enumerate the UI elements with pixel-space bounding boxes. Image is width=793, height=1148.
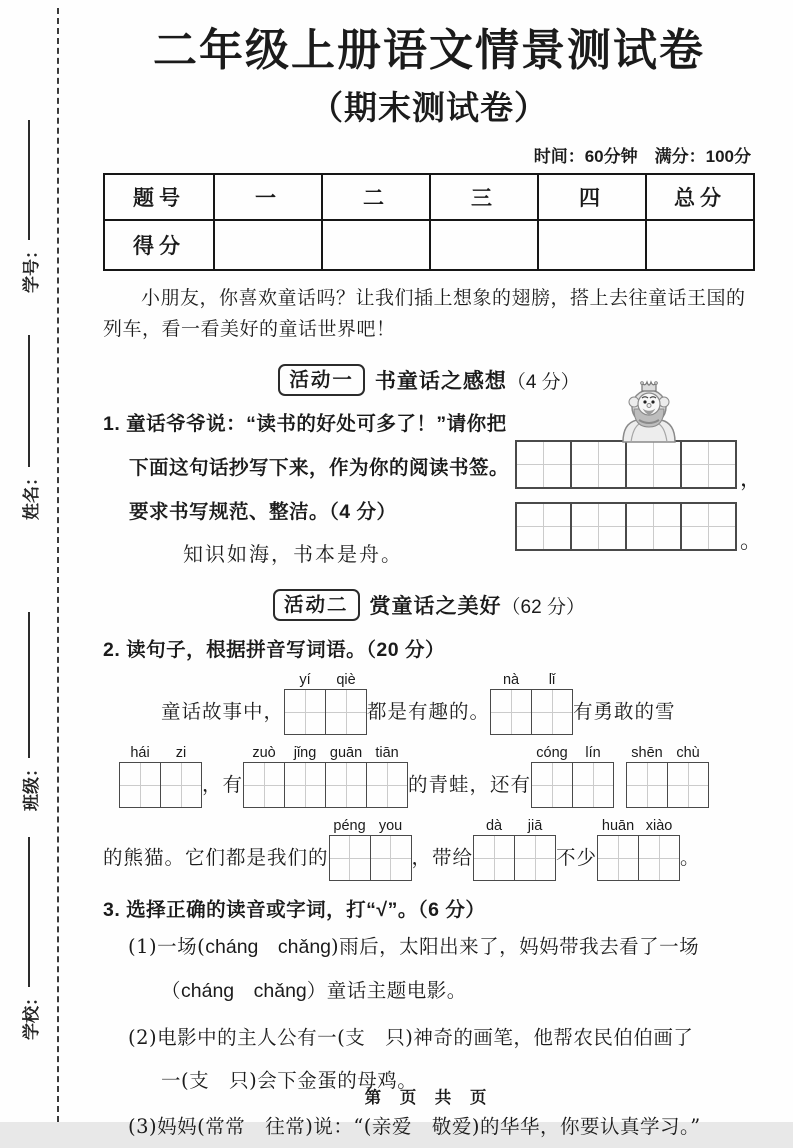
writing-cell[interactable] <box>638 836 679 880</box>
activity1-badge: 活动一 <box>278 364 365 396</box>
student-info-sidebar <box>12 60 46 1040</box>
pinyin-syllable: péng <box>333 818 366 834</box>
pinyin-syllable: hái <box>130 745 150 761</box>
question3-text-part: )雨后，太阳出来了，妈妈带我去看了一 <box>331 935 680 958</box>
score-table-score-label: 得分 <box>104 220 214 270</box>
pinyin-row <box>474 817 556 835</box>
answer-cells <box>626 762 709 808</box>
sidebar-field <box>17 837 42 1040</box>
score-table-empty-cell[interactable] <box>214 220 322 270</box>
writing-cell[interactable] <box>570 504 625 549</box>
question3-item-number: (3) <box>128 1115 158 1138</box>
question2-line <box>119 744 755 808</box>
pinyin-answer-box <box>329 817 412 881</box>
question3-text-part: （ <box>161 979 182 1002</box>
pinyin-syllable: cóng <box>536 745 568 761</box>
writing-cell[interactable] <box>532 763 572 807</box>
score-table-column-header: 总分 <box>646 174 754 220</box>
score-table-column-header: 四 <box>538 174 646 220</box>
activity1-points: （4 分） <box>506 372 580 393</box>
pinyin-syllable: huān <box>601 818 635 834</box>
writing-cell[interactable] <box>625 442 680 487</box>
question1-text <box>103 402 515 574</box>
pinyin-row <box>532 744 614 762</box>
question3-text-part: 一(支 只)会下金蛋的母鸡。 <box>161 1069 418 1092</box>
pinyin-row <box>285 671 367 689</box>
activity1-title: 书童话之感想 <box>374 370 507 393</box>
sidebar-field-blank-line[interactable] <box>28 335 30 467</box>
score-table-header-row <box>104 174 754 220</box>
writing-cell[interactable] <box>570 442 625 487</box>
score-table <box>103 173 755 271</box>
question1-block <box>103 402 763 574</box>
question3-items <box>103 925 755 1148</box>
question3-item-line <box>128 1105 755 1148</box>
writing-cell[interactable] <box>625 504 680 549</box>
writing-cell[interactable] <box>366 763 407 807</box>
pinyin-syllable: tiān <box>375 745 399 761</box>
pinyin-answer-box <box>243 744 408 808</box>
question3-text-part: 一 <box>157 935 178 958</box>
pinyin-row <box>329 817 411 835</box>
activity2-heading <box>103 589 755 621</box>
writing-cell[interactable] <box>325 763 366 807</box>
question2-sentence-text: 。 <box>680 846 701 869</box>
question3-item-line <box>128 1016 755 1059</box>
question2-sentence-text: 都是有趣的。 <box>367 700 491 723</box>
king-storyteller-illustration <box>609 378 689 442</box>
writing-cell[interactable] <box>285 690 325 734</box>
question3-item-line <box>128 969 755 1013</box>
page-footer: 第 页 共 页 <box>364 1089 494 1107</box>
pinyin-syllable: lín <box>585 745 601 761</box>
grid-row-punctuation: ， <box>740 466 763 491</box>
question3-item-number: (1) <box>128 935 158 958</box>
writing-cell[interactable] <box>517 442 570 487</box>
writing-cell[interactable] <box>244 763 284 807</box>
paper-content <box>103 0 763 1148</box>
sidebar-field <box>17 120 42 293</box>
pinyin-syllable: chù <box>676 745 700 761</box>
sidebar-field <box>17 335 42 520</box>
pinyin-syllable: shēn <box>631 745 663 761</box>
writing-cell[interactable] <box>474 836 514 880</box>
answer-cells <box>490 689 573 735</box>
pinyin-row <box>244 744 408 762</box>
question3-item <box>103 1105 755 1148</box>
question2-sentence-text: 的青蛙，还有 <box>408 773 532 796</box>
question2-line <box>161 671 755 735</box>
question3-item <box>103 925 755 1013</box>
pinyin-syllable: zi <box>175 745 187 761</box>
pinyin-row <box>120 744 202 762</box>
question3-prompt: 3. 选择正确的读音或字词，打“√”。（6 分） <box>103 899 486 921</box>
paper-title: 二年级上册语文情景测试卷 <box>153 26 705 75</box>
answer-cells <box>473 835 556 881</box>
writing-cell[interactable] <box>325 690 366 734</box>
question2-prompt: 2. 读句子，根据拼音写词语。（20 分） <box>103 639 446 661</box>
score-table-column-header: 三 <box>430 174 538 220</box>
score-table-empty-cell[interactable] <box>646 220 754 270</box>
sidebar-field-label: 姓名： <box>21 469 41 520</box>
sidebar-field-label: 学校： <box>21 989 41 1040</box>
pinyin-syllable: nà <box>502 672 520 688</box>
pinyin-syllable: you <box>378 818 403 834</box>
writing-grid-cells <box>515 502 737 551</box>
score-table-score-row <box>104 220 754 270</box>
sidebar-field-blank-line[interactable] <box>28 612 30 758</box>
question2-line <box>103 817 755 881</box>
sidebar-field-label: 学号： <box>21 242 41 293</box>
question3-text-part: 场 · <box>177 935 197 958</box>
writing-cell[interactable] <box>598 836 638 880</box>
question2-sentence-text: ，有 <box>202 773 244 796</box>
writing-cell[interactable] <box>531 690 572 734</box>
question1-line: 下面这句话抄写下来，作为你的阅读书签。 <box>129 457 510 479</box>
writing-cell[interactable] <box>514 836 555 880</box>
pinyin-answer-box <box>490 671 573 735</box>
question2-fill-in-lines <box>103 671 755 881</box>
question2-sentence-text: 童话故事中， <box>161 700 285 723</box>
sidebar-field-label: 班级： <box>21 760 41 811</box>
sidebar-divider-dashed-line <box>57 8 59 1122</box>
question2-sentence-text: ，带给 <box>411 846 474 869</box>
pinyin-syllable: yí <box>299 672 311 688</box>
pinyin-syllable: lǐ <box>548 672 556 688</box>
question2-sentence-text: 不少 <box>556 846 598 869</box>
score-table-column-header: 一 <box>214 174 322 220</box>
score-table-question-label: 题号 <box>104 174 214 220</box>
pinyin-syllable: jiā <box>527 818 543 834</box>
question3-text-part: cháng chǎng <box>181 980 307 1002</box>
activity2-title: 赏童话之美好 <box>369 595 502 618</box>
question3-text-part: cháng chǎng <box>205 936 332 958</box>
writing-cell[interactable] <box>284 763 325 807</box>
question3-text-part: ( <box>197 935 206 958</box>
writing-grid-row <box>515 440 763 491</box>
answer-cells <box>284 689 367 735</box>
question3-item-line <box>128 925 755 969</box>
pinyin-row <box>491 671 573 689</box>
pinyin-row <box>627 744 709 762</box>
writing-cell[interactable] <box>370 836 411 880</box>
pinyin-answer-box <box>531 744 614 808</box>
sidebar-field-blank-line[interactable] <box>28 837 30 987</box>
pinyin-answer-box <box>626 744 709 808</box>
question1-line: 1. 童话爷爷说：“读书的好处可多了！”请你把 <box>103 413 507 435</box>
writing-cell[interactable] <box>667 763 708 807</box>
answer-cells <box>329 835 412 881</box>
pinyin-syllable: guān <box>329 745 363 761</box>
writing-cell[interactable] <box>627 763 667 807</box>
pinyin-syllable: jǐng <box>293 745 317 761</box>
pinyin-syllable: dà <box>485 818 503 834</box>
score-table-empty-cell[interactable] <box>322 220 430 270</box>
pinyin-answer-box <box>597 817 680 881</box>
question2-sentence-text: 的熊猫。它们都是我们的 <box>103 846 329 869</box>
pinyin-syllable: qiè <box>336 672 356 688</box>
sidebar-field <box>17 612 42 811</box>
question1-writing-grid <box>515 402 763 574</box>
sidebar-field-blank-line[interactable] <box>28 120 30 240</box>
writing-grid-row <box>515 502 763 553</box>
writing-cell[interactable] <box>680 442 735 487</box>
writing-cell[interactable] <box>330 836 370 880</box>
answer-cells <box>531 762 614 808</box>
writing-cell[interactable] <box>680 504 735 549</box>
pinyin-answer-box <box>119 744 202 808</box>
writing-cell[interactable] <box>491 690 531 734</box>
writing-cell[interactable] <box>120 763 160 807</box>
score-table-empty-cell[interactable] <box>430 220 538 270</box>
pinyin-row <box>598 817 680 835</box>
question3-text-part: 妈妈(常常 往常)说：“(亲爱 敬爱)的华华，你要认真学习。” <box>157 1115 701 1138</box>
score-table-empty-cell[interactable] <box>538 220 646 270</box>
grid-row-punctuation: 。 <box>740 528 763 553</box>
writing-grid-cells <box>515 440 737 489</box>
question3-text-part: ）童话主题电影。 <box>306 979 467 1002</box>
answer-cells <box>243 762 408 808</box>
time-and-score-info: 时间：60分钟 满分：100分 <box>533 147 751 166</box>
activity2-badge: 活动二 <box>273 589 360 621</box>
intro-paragraph: 小朋友，你喜欢童话吗？让我们插上想象的翅膀，搭上去往童话王国的列车，看一看美好的童话世界吧！ <box>103 287 746 340</box>
writing-cell[interactable] <box>517 504 570 549</box>
question1-line: 要求书写规范、整洁。（4 分） <box>129 501 397 523</box>
score-table-column-header: 二 <box>322 174 430 220</box>
pinyin-syllable: xiào <box>645 818 673 834</box>
pinyin-answer-box <box>473 817 556 881</box>
answer-cells <box>119 762 202 808</box>
activity2-points: （62 分） <box>501 597 585 618</box>
question2-sentence-text: 有勇敢的雪 <box>573 700 676 723</box>
pinyin-syllable: zuò <box>252 745 276 761</box>
paper-subtitle: （期末测试卷） <box>310 89 548 126</box>
question3-item-number: (2) <box>128 1026 158 1049</box>
writing-cell[interactable] <box>572 763 613 807</box>
pinyin-answer-box <box>284 671 367 735</box>
question1-copy-sentence: 知识如海，书本是舟。 <box>183 542 403 566</box>
writing-cell[interactable] <box>160 763 201 807</box>
question3-text-part: 电影中的主人公有一(支 只)神奇的画笔，他帮农民伯伯画了 <box>157 1026 694 1049</box>
question3-text-part: 场 · <box>679 935 699 958</box>
answer-cells <box>597 835 680 881</box>
